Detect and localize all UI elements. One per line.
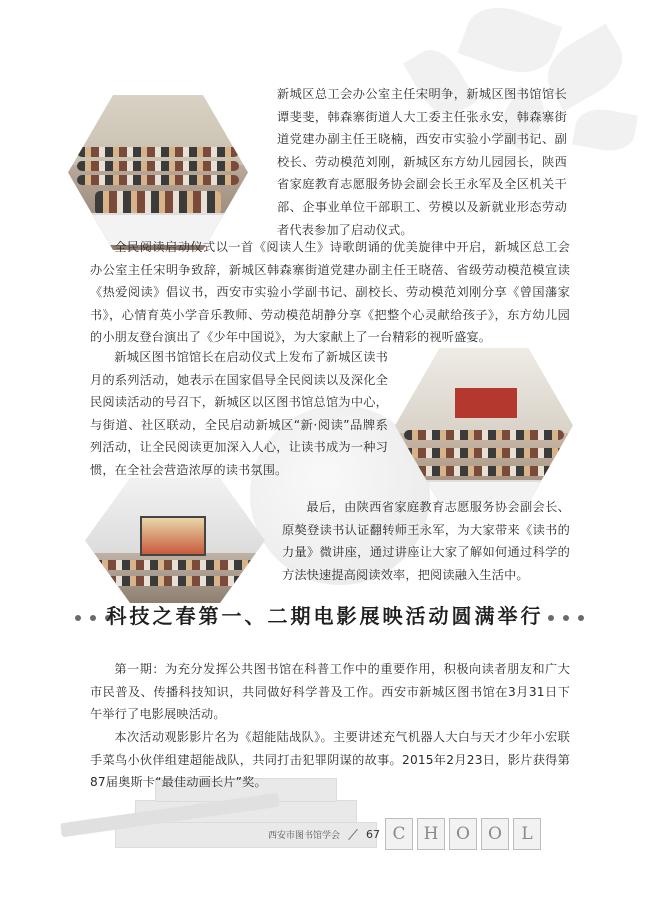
- photo-microlecture: [85, 478, 265, 603]
- school-blocks-decoration: [385, 818, 541, 850]
- letter-block: H: [417, 818, 445, 850]
- letter-block: O: [449, 818, 477, 850]
- section-title: 科技之春第一、二期电影展映活动圆满举行: [106, 604, 544, 628]
- photo-ceremony-audience: [68, 95, 248, 250]
- title-dots-right: [548, 615, 584, 621]
- paragraph-reading-month: 新城区图书馆馆长在启动仪式上发布了新城区读书月的系列活动，她表示在国家倡导全民阅读以及深化全民阅读活动的号召下，新城区以区图书馆总馆为中心，与街道、社区联动，全民启动新城区“新·阅读”品牌系列活动，让全民阅读更加深入人心，让读书成为一种习惯，在全社会营造浓厚的读书氛围。: [90, 350, 388, 477]
- paragraph-attendees: 新城区总工会办公室主任宋明争，新城区图书馆馆长谭斐斐，韩森寨街道人大工委主任张永安，韩森寨街道党建办副主任王晓楠，西安市实验小学副书记、副校长、劳动模范刘刚，新城区东方幼儿园园长，陕西省家庭教育志愿服务协会副会长王永军及全区机关干部、企事业单位干部职工、劳模以及新就业形态劳动者代表参加了启动仪式。: [277, 87, 567, 237]
- letter-block: C: [385, 818, 413, 850]
- paragraph-film-synopsis: 本次活动观影影片名为《超能陆战队》。主要讲述充气机器人大白与天才少年小宏联手菜鸟小伙伴组建超能战队，共同打击犯罪阴谋的故事。2015年2月23日，影片获得第87届奥斯卡“最佳动画长片”奖。: [90, 730, 570, 790]
- letter-block: L: [513, 818, 541, 850]
- divider: [348, 829, 358, 840]
- page-footer: [268, 828, 380, 841]
- paragraph-ceremony-program: 全民阅读启动仪式以一首《阅读人生》诗歌朗诵的优美旋律中开启，新城区总工会办公室主任宋明争致辞，新城区韩森寨街道党建办副主任王晓蓓、省级劳动模范模宣读《热爱阅读》倡议书，西安市实验小学副书记、副校长、劳动模范刘刚分享《曾国藩家书》，心情育英小学音乐教师、劳动模范胡静分享《把整个心灵献给孩子》，东方幼儿园的小朋友登台演出了《少年中国说》，为大家献上了一台精彩的视听盛宴。: [90, 240, 570, 345]
- publication-name: 西安市图书馆学会: [268, 831, 341, 841]
- letter-block: O: [481, 818, 509, 850]
- page-number: 67: [366, 828, 381, 841]
- paragraph-micro-lecture: 最后，由陕西省家庭教育志愿服务协会副会长、原獒登读书认证翻转师王永军，为大家带来《读书的力量》微讲座，通过讲座让大家了解如何通过科学的方法快速提高阅读效率，把阅读融入生活中。: [282, 500, 570, 582]
- paragraph-film-session-one: 第一期：为充分发挥公共图书馆在科普工作中的重要作用，积极向读者朋友和广大市民普及、传播科技知识，共同做好科学普及工作。西安市新城区图书馆在3月31日下午举行了电影展映活动。: [90, 662, 570, 722]
